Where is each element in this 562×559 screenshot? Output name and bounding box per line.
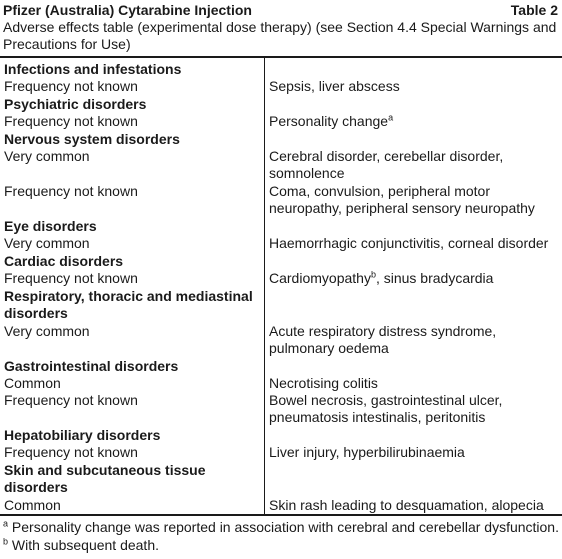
- footnote-marker: a: [388, 112, 394, 123]
- adverse-effect: Haemorrhagic conjunctivitis, corneal disorder: [269, 235, 549, 251]
- adverse-effect: Sepsis, liver abscess: [269, 78, 400, 94]
- footnote-a: [3, 519, 559, 536]
- category-psychiatric: Psychiatric disorders: [4, 96, 147, 112]
- category-infections: Infections and infestations: [4, 61, 182, 77]
- category-eye: Eye disorders: [4, 218, 97, 234]
- adverse-effect: Necrotising colitis: [269, 375, 378, 391]
- table-number: Table 2: [510, 2, 558, 18]
- adverse-effect: [269, 113, 559, 130]
- adverse-effect: Liver injury, hyperbilirubinaemia: [269, 444, 465, 460]
- adverse-effect: Skin rash leading to desquamation, alopecia: [269, 497, 544, 513]
- category-skin: Skin and subcutaneous tissue disorders: [4, 462, 206, 495]
- footnote-marker: b: [370, 269, 376, 280]
- category-gastrointestinal: Gastrointestinal disorders: [4, 358, 179, 374]
- adverse-effect: [269, 270, 559, 287]
- footnote-b: [3, 537, 559, 554]
- adverse-effect: Bowel necrosis, gastrointestinal ulcer, pneumatosis intestinalis, peritonitis: [269, 392, 503, 425]
- category-respiratory: Respiratory, thoracic and mediastinal disorders: [4, 288, 253, 321]
- frequency-label: Frequency not known: [4, 113, 138, 129]
- frequency-label: Frequency not known: [4, 183, 138, 199]
- frequency-label: Frequency not known: [4, 392, 138, 408]
- adverse-effect-text: , sinus bradycardia: [375, 270, 494, 286]
- adverse-effect: Cerebral disorder, cerebellar disorder, somnolence: [269, 148, 504, 181]
- document-title: Pfizer (Australia) Cytarabine Injection: [3, 2, 252, 18]
- category-cardiac: Cardiac disorders: [4, 253, 124, 269]
- adverse-effect-text: Cardiomyopathy: [269, 270, 371, 286]
- adverse-effect: Coma, convulsion, peripheral motor neuropathy, peripheral sensory neuropathy: [269, 183, 535, 216]
- adverse-effect-text: Personality change: [269, 113, 389, 129]
- category-nervous: Nervous system disorders: [4, 131, 180, 147]
- adverse-effect: Acute respiratory distress syndrome, pulmonary oedema: [269, 323, 497, 356]
- frequency-label: Frequency not known: [4, 270, 138, 286]
- frequency-label: Frequency not known: [4, 78, 138, 94]
- frequency-label: Frequency not known: [4, 444, 138, 460]
- footnote-text: With subsequent death.: [11, 537, 160, 553]
- footnote-mark: b: [3, 536, 9, 547]
- column-divider: [264, 58, 265, 514]
- table-caption: Adverse effects table (experimental dose therapy) (see Section 4.4 Special Warnings and Precautions for Use): [3, 19, 557, 52]
- category-hepatobiliary: Hepatobiliary disorders: [4, 427, 161, 443]
- frequency-label: Very common: [4, 323, 90, 339]
- frequency-label: Common: [4, 497, 61, 513]
- frequency-label: Common: [4, 375, 61, 391]
- frequency-label: Very common: [4, 148, 90, 164]
- top-rule: [0, 56, 562, 58]
- bottom-rule: [0, 514, 562, 516]
- frequency-label: Very common: [4, 235, 90, 251]
- table-header: [3, 2, 558, 18]
- footnote-text: Personality change was reported in association with cerebral and cerebellar dysfunction.: [11, 519, 559, 535]
- footnote-mark: a: [3, 518, 9, 529]
